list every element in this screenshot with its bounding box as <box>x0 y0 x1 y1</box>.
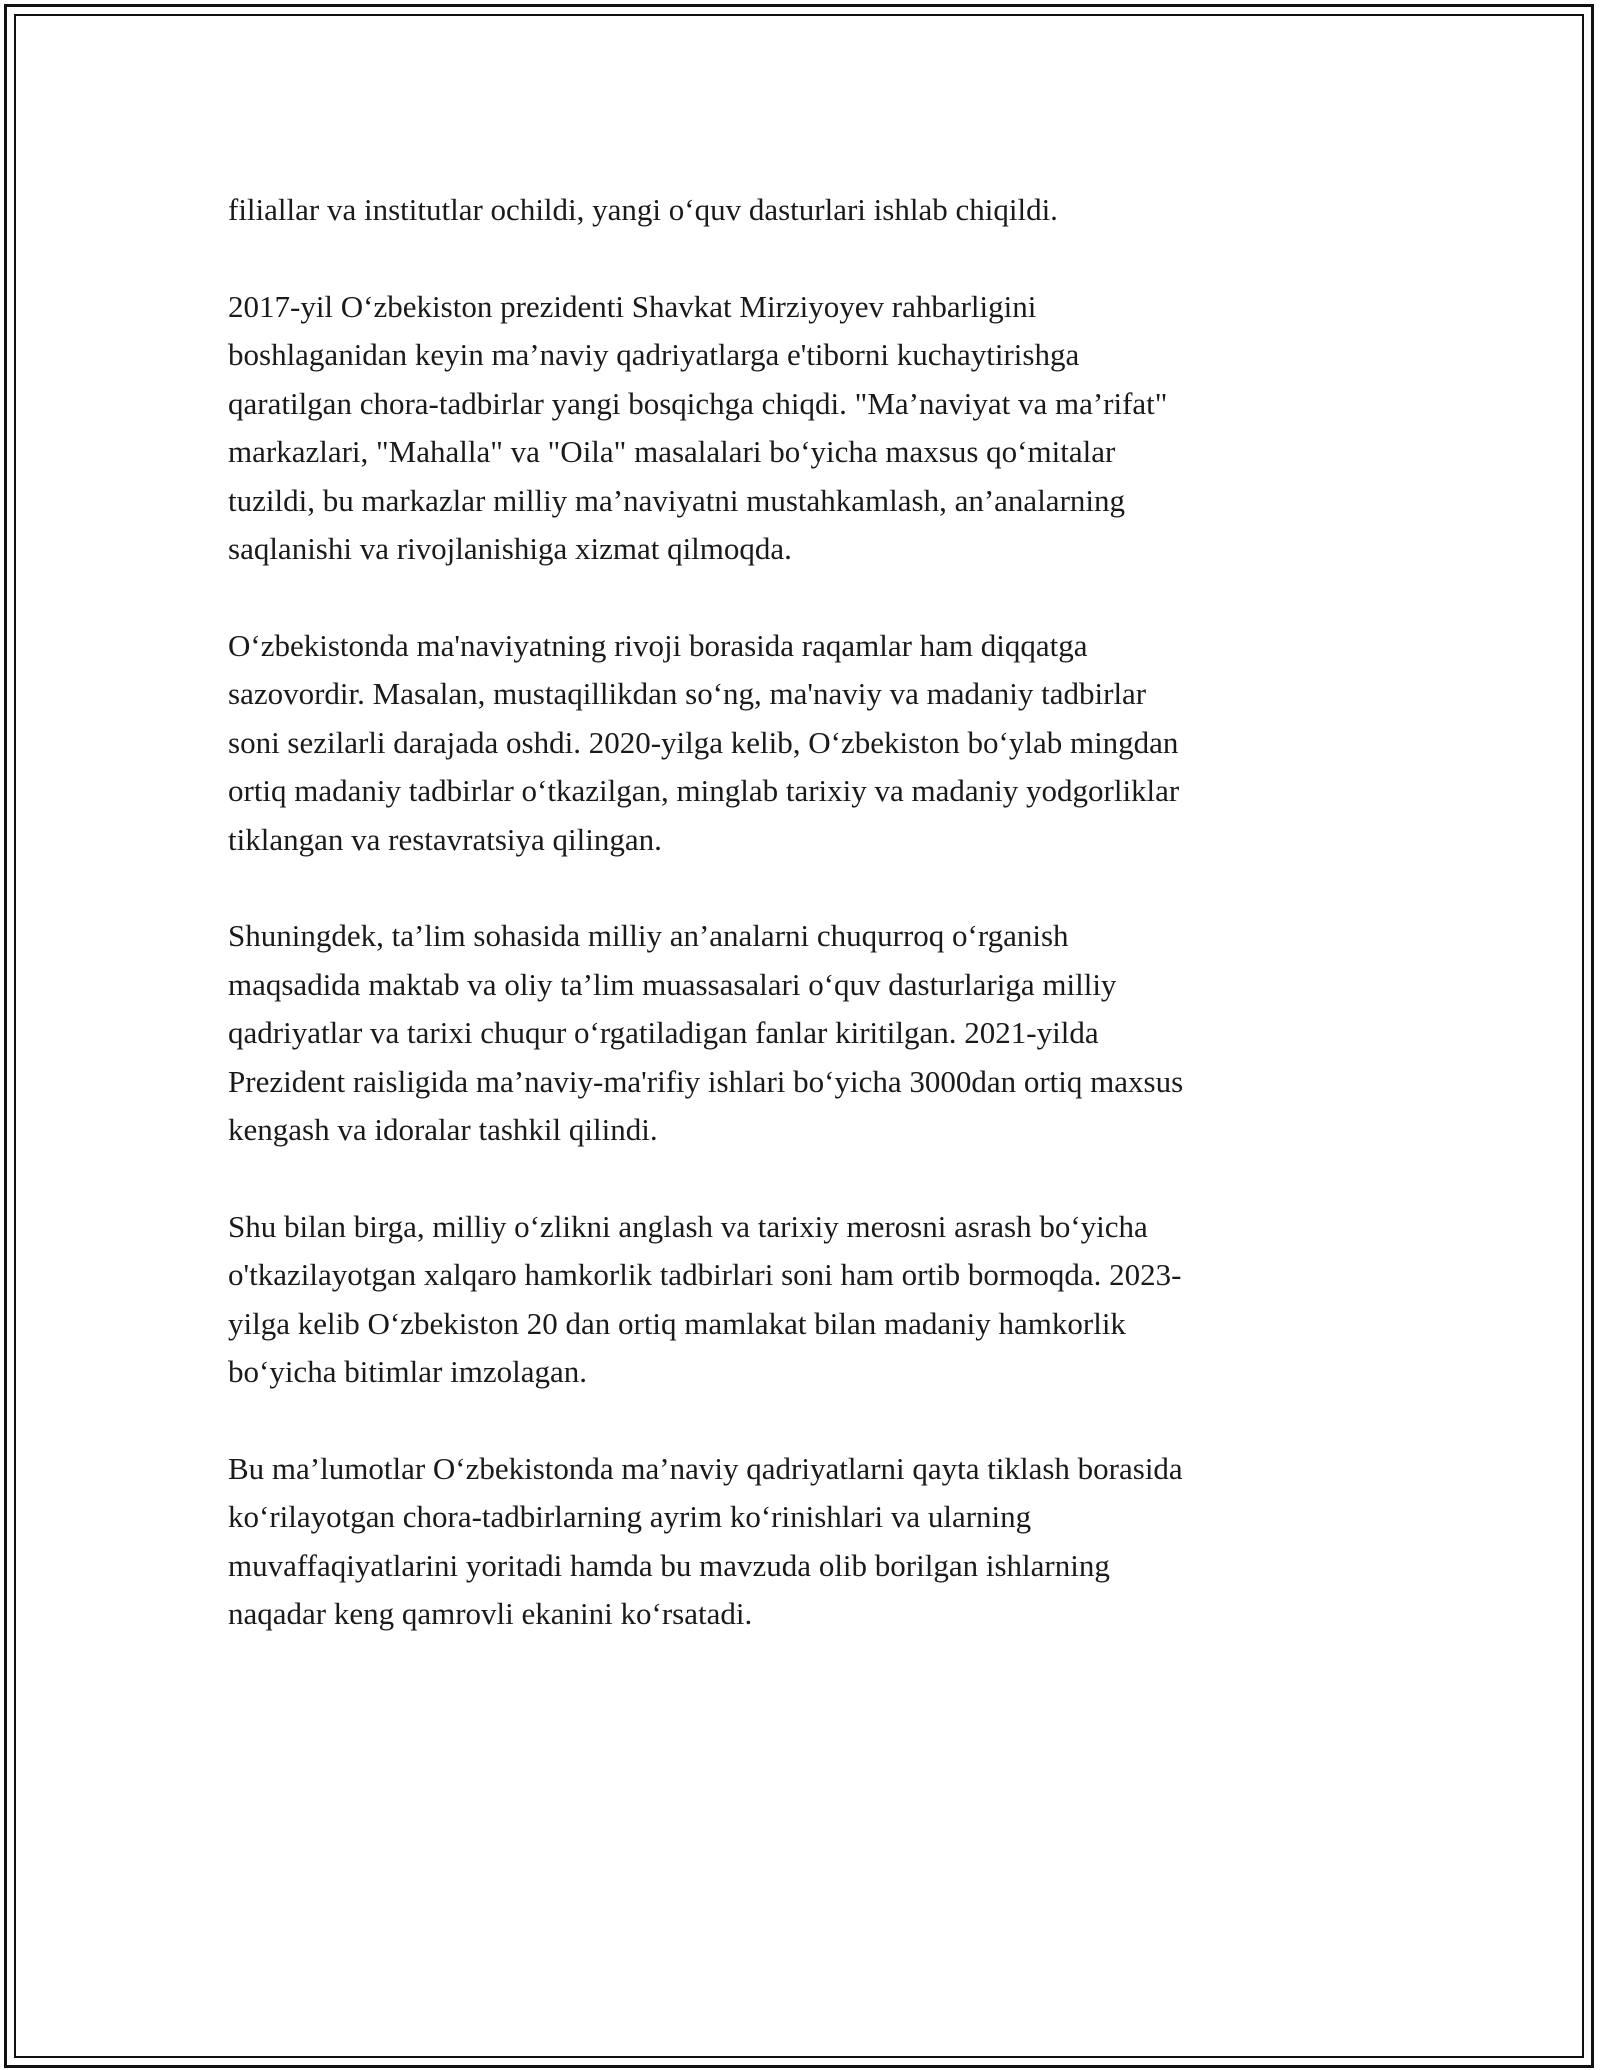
paragraph-statistics: O‘zbekistonda ma'naviyatning rivoji borasida raqamlar ham diqqatga sazovordir. Masalan, mustaqillikdan so‘ng, ma'naviy va madaniy tadbirlar soni sezilarli darajada oshdi. 2020-yilga kelib, O‘zbekiston bo‘ylab mingdan ortiq madaniy tadbirlar o‘tkazilgan, minglab tarixiy va madaniy yodgorliklar tiklangan va restavratsiya qilingan. <box>228 627 1180 857</box>
paragraph-conclusion: Bu ma’lumotlar O‘zbekistonda ma’naviy qadriyatlarni qayta tiklash borasida ko‘rilayotgan chora-tadbirlarning ayrim ko‘rinishlari va ularning muvaffaqiyatlarini yoritadi hamda bu mavzuda olib borilgan ishlarning naqadar keng qamrovli ekanini ko‘rsatadi. <box>228 1450 1183 1631</box>
document-body <box>228 186 1378 1687</box>
paragraph-continuation: filiallar va institutlar ochildi, yangi o‘quv dasturlari ishlab chiqildi. <box>228 192 1058 227</box>
paragraph-2017-reforms: 2017-yil O‘zbekiston prezidenti Shavkat Mirziyoyev rahbarligini boshlaganidan keyin ma’naviy qadriyatlarga e'tiborni kuchaytirishga qaratilgan chora-tadbirlar yangi bosqichga chiqdi. "Ma’naviyat va ma’rifat" markazlari, "Mahalla" va "Oila" masalalari bo‘yicha maxsus qo‘mitalar tuzildi, bu markazlar milliy ma’naviyatni mustahkamlash, an’analarning saqlanishi va rivojlanishiga xizmat qilmoqda. <box>228 288 1168 566</box>
paragraph-education: Shuningdek, ta’lim sohasida milliy an’analarni chuqurroq o‘rganish maqsadida maktab va oliy ta’lim muassasalari o‘quv dasturlariga milliy qadriyatlar va tarixi chuqur o‘rgatiladigan fanlar kiritilgan. 2021-yilda Prezident raisligida ma’naviy-ma'rifiy ishlari bo‘yicha 3000dan ortiq maxsus kengash va idoralar tashkil qilindi. <box>228 918 1184 1147</box>
paragraph-international-cooperation: Shu bilan birga, milliy o‘zlikni anglash va tarixiy merosni asrash bo‘yicha o'tkazilayotgan xalqaro hamkorlik tadbirlari soni ham ortib bormoqda. 2023- yilga kelib O‘zbekiston 20 dan ortiq mamlakat bilan madaniy hamkorlik bo‘yicha bitimlar imzolagan. <box>228 1208 1182 1389</box>
